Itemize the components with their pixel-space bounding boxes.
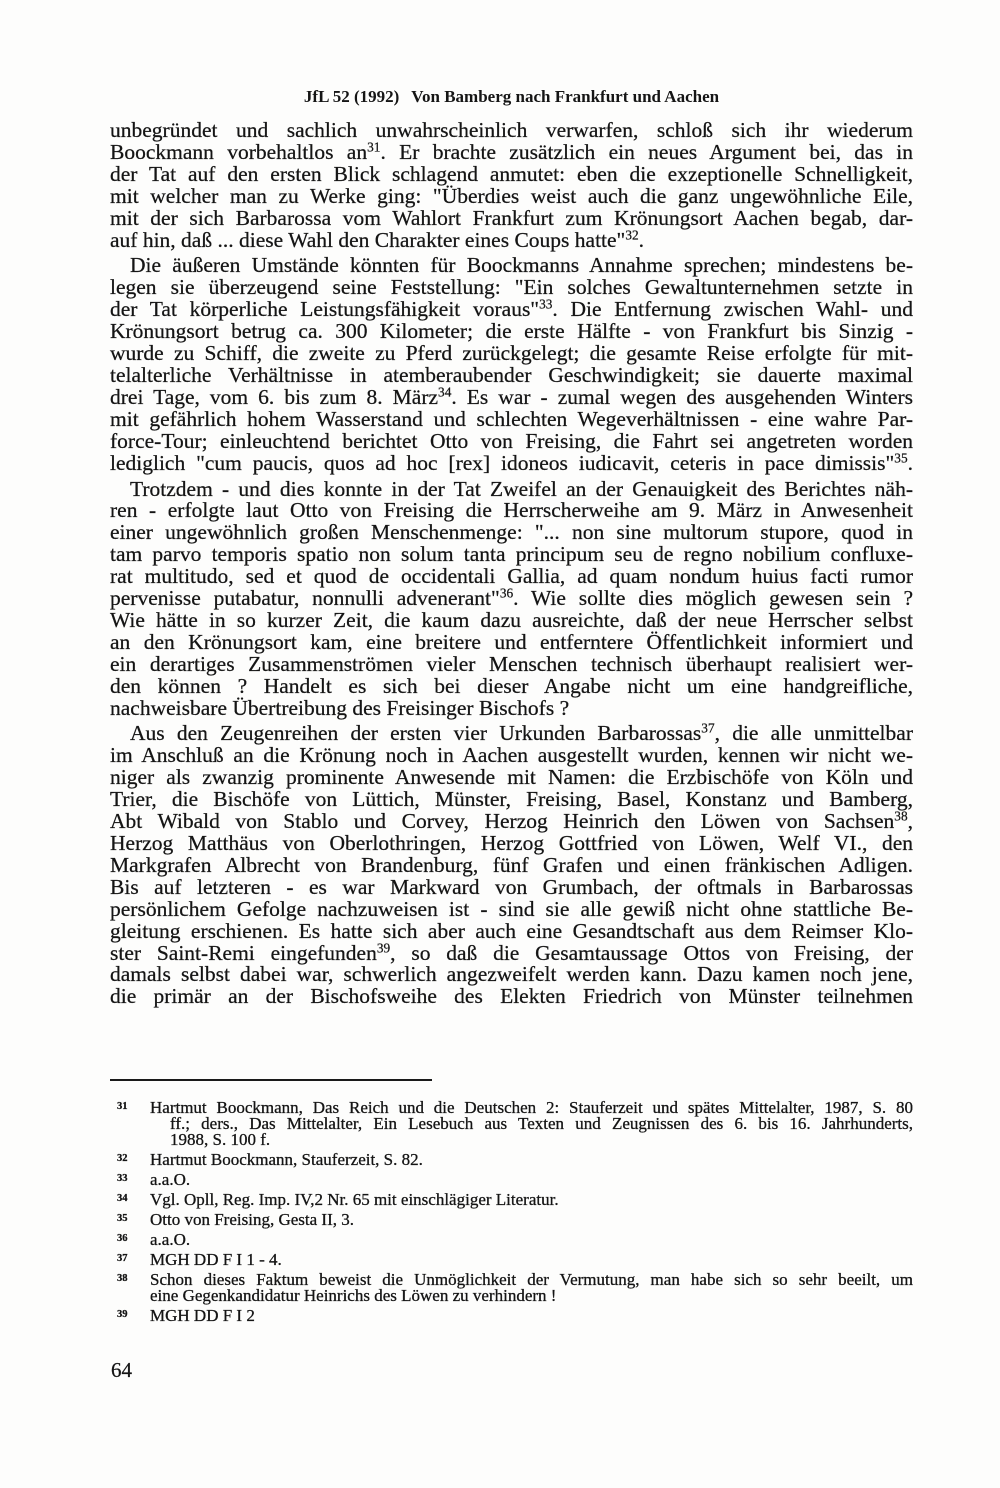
footnote-ref-34: 34 xyxy=(438,384,452,400)
text-line: gleitung erschienen. Es hatte sich aber auch eine Gesandtschaft aus dem Reimser Klo- xyxy=(110,918,913,943)
text-line: niger als zwanzig prominente Anwesende mit Namen: die Erzbischöfe von Köln und xyxy=(110,765,913,790)
footnote-text: Schon dieses Faktum beweist die Unmöglichkeit der Vermutung, man habe sich so sehr beeilt, um xyxy=(150,1270,913,1289)
text-line: telalterliche Verhältnisse in atemberaubender Geschwindigkeit; sie dauerte maximal xyxy=(110,362,913,387)
footnote-ref-33: 33 xyxy=(539,296,553,312)
text-line xyxy=(110,384,913,409)
text-line: nachweisbare Übertreibung des Freisinger Bischofs ? xyxy=(110,695,570,720)
footnote-number: 36 xyxy=(117,1233,128,1244)
footnote-36 xyxy=(110,1232,913,1248)
text-segment: , so daß die Gesamtaussage Ottos von Freising, der xyxy=(390,940,913,965)
text-line: Trier, die Bischöfe von Lüttich, Münster, Freising, Basel, Konstanz und Bamberg, xyxy=(110,787,913,812)
text-line: Krönungsort betrug ca. 300 Kilometer; die erste Hälfte - von Frankfurt bis Sinzig - xyxy=(110,319,913,344)
text-line: rat multitudo, sed et quod de occidentali Gallia, ad quam nondum huius facti rumor xyxy=(110,564,913,589)
text-line xyxy=(110,226,913,252)
text-segment: . Die Entfernung zwischen Wahl- und xyxy=(552,297,913,322)
footnote-35 xyxy=(110,1212,913,1228)
paragraph xyxy=(110,120,913,251)
footnote-text: eine Gegenkandidatur Heinrichs des Löwen zu verhindern ! xyxy=(150,1286,557,1305)
footnote-number: 35 xyxy=(117,1213,128,1224)
text-line xyxy=(110,939,913,965)
footnote-divider xyxy=(110,1079,432,1081)
text-line: den können ? Handelt es sich bei dieser Angabe nicht um eine handgreifliche, xyxy=(110,673,913,698)
footnote-33 xyxy=(110,1172,913,1188)
text-line: ein derartiges Zusammenströmen vieler Menschen technisch überhaupt realisiert wer- xyxy=(110,651,913,676)
footnote-ref-31: 31 xyxy=(367,139,381,155)
footnote-31 xyxy=(110,1100,913,1148)
footnote-ref-39: 39 xyxy=(376,939,391,955)
text-segment: Aus den Zeugenreihen der ersten vier Urkunden Barbarossas xyxy=(130,721,702,746)
text-segment: Abt Wibald von Stablo und Corvey, Herzog Heinrich den Löwen von Sachsen xyxy=(110,809,895,834)
text-line: Wie hätte in so kurzer Zeit, die kaum dazu ausreichte, daß der neue Herrscher selbst xyxy=(110,607,913,632)
footnote-34 xyxy=(110,1192,913,1208)
page-number: 64 xyxy=(111,1358,132,1382)
paragraph xyxy=(110,255,913,474)
paragraph xyxy=(110,720,913,1009)
text-segment: lediglich "cum paucis, quos ad hoc [rex] idoneos iudicavit, ceteris in pace dimissis" xyxy=(110,450,895,475)
paragraph xyxy=(110,476,914,720)
footnote-32 xyxy=(110,1152,913,1168)
text-line: legen sie überzeugend seine Feststellung: "Ein solches Gewaltunternehmen setzte in xyxy=(110,275,913,300)
text-line: tam parvo temporis spatio non solum tanta principum seu de regno nobilium confluxe- xyxy=(110,542,913,567)
text-line: mit der sich Barbarossa vom Wahlort Frankfurt zum Krönungsort Aachen begab, dar- xyxy=(110,205,913,230)
footnote-text: 1988, S. 100 f. xyxy=(170,1130,271,1149)
footnote-ref-32: 32 xyxy=(625,226,639,242)
footnote-text: MGH DD F I 1 - 4. xyxy=(150,1250,282,1269)
text-line: persönlichem Gefolge nachzuweisen ist - sind sie alle gewiß nicht ohne stattliche Be- xyxy=(110,896,913,921)
footnote-text: a.a.O. xyxy=(150,1170,191,1189)
footnote-text: Otto von Freising, Gesta II, 3. xyxy=(150,1210,354,1229)
text-segment: . xyxy=(907,450,913,475)
text-segment: , die alle unmittelbar xyxy=(714,721,913,746)
text-line: wurde zu Schiff, die zweite zu Pferd zurückgelegt; die gesamte Reise erfolgte für mit- xyxy=(110,341,913,366)
text-line: der Tat auf den ersten Blick schlagend anmutet: eben die exzeptionelle Schnelligkeit, xyxy=(110,161,913,186)
text-line xyxy=(110,808,913,834)
text-segment: . Er brachte zusätzlich ein neues Argument bei, das in xyxy=(380,139,913,164)
text-line: force-Tour; einleuchtend berichtet Otto von Freising, die Fahrt sei angetreten worden xyxy=(110,428,913,453)
footnote-text: Vgl. Opll, Reg. Imp. IV,2 Nr. 65 mit einschlägiger Literatur. xyxy=(150,1190,559,1209)
text-segment: . Es war - zumal wegen des ausgehenden Winters xyxy=(451,384,913,409)
text-line: unbegründet und sachlich unwahrscheinlich verwarfen, schloß sich ihr wiederum xyxy=(110,118,913,142)
text-segment: auf hin, daß ... diese Wahl den Charakter eines Coups hatte" xyxy=(110,227,626,252)
footnote-text: MGH DD F I 2 xyxy=(150,1306,255,1325)
footnote-38 xyxy=(110,1272,913,1304)
footnote-number: 37 xyxy=(117,1253,128,1264)
text-segment: drei Tage, vom 6. bis zum 8. März xyxy=(110,384,439,409)
text-line: mit welcher man zu Werke ging: "Überdies weist auch die ganz ungewöhnliche Eile, xyxy=(110,183,913,208)
text-line: an den Krönungsort kam, eine breitere und entferntere Öffentlichkeit informiert und xyxy=(110,629,913,654)
footnote-ref-38: 38 xyxy=(894,808,908,824)
text-segment: , xyxy=(907,809,913,834)
footnotes xyxy=(110,1100,913,1324)
text-line: Trotzdem - und dies konnte in der Tat Zweifel an der Genauigkeit des Berichtes näh- xyxy=(130,476,913,501)
text-line xyxy=(110,585,914,611)
text-line xyxy=(110,449,913,475)
footnote-39 xyxy=(110,1308,913,1324)
text-line: Herzog Matthäus von Oberlothringen, Herzog Gottfried von Löwen, Welf VI., den xyxy=(110,831,913,855)
footnote-ref-36: 36 xyxy=(499,585,514,601)
text-line: Markgrafen Albrecht von Brandenburg, fünf Grafen und einen fränkischen Adligen. xyxy=(110,852,913,877)
footnote-text: a.a.O. xyxy=(150,1230,191,1249)
text-line: einer ungewöhnlich großen Menschenmenge: "... non sine multorum stupore, quod in xyxy=(110,520,913,545)
text-line xyxy=(110,139,913,164)
footnote-number: 34 xyxy=(117,1193,128,1204)
footnote-ref-35: 35 xyxy=(894,449,908,465)
journal-citation: JfL 52 (1992) xyxy=(303,87,400,106)
text-line: im Anschluß an die Krönung noch in Aachen ausgestellt wurden, kennen wir nicht we- xyxy=(110,743,913,768)
footnote-text: ff.; ders., Das Mittelalter, Ein Lesebuch aus Texten und Zeugnissen des 6. bis 16. Jahrhunderts, xyxy=(170,1114,913,1133)
running-head xyxy=(110,86,913,108)
text-segment: der Tat körperliche Leistungsfähigkeit voraus" xyxy=(110,297,540,322)
text-line: Bis auf letzteren - es war Markward von Grumbach, der oftmals in Barbarossas xyxy=(110,874,913,899)
text-segment: . xyxy=(638,227,645,252)
footnote-number: 38 xyxy=(117,1273,128,1284)
text-line: die primär an der Bischofsweihe des Elekten Friedrich von Münster teilnehmen xyxy=(110,984,913,1009)
text-line: mit gefährlich hohem Wasserstand und schlechten Wegeverhältnissen - eine wahre Par- xyxy=(110,406,913,431)
footnote-number: 39 xyxy=(117,1309,128,1320)
text-segment: Boockmann vorbehaltlos an xyxy=(110,139,368,164)
footnote-ref-37: 37 xyxy=(701,720,715,736)
text-line: damals selbst dabei war, schwerlich angezweifelt werden kann. Dazu kamen noch jene, xyxy=(110,962,913,987)
text-line: ren - erfolgte laut Otto von Freising die Herrscherweihe am 9. März in Anwesenheit xyxy=(110,498,913,523)
text-line xyxy=(110,296,913,322)
text-segment: ster Saint-Remi eingefunden xyxy=(110,940,377,965)
footnote-number: 32 xyxy=(117,1153,128,1164)
footnote-number: 31 xyxy=(117,1101,128,1112)
footnote-text: Hartmut Boockmann, Stauferzeit, S. 82. xyxy=(150,1150,423,1169)
text-segment: pervenisse putabatur, nonnulli advenerant" xyxy=(110,586,500,611)
footnote-number: 33 xyxy=(117,1173,128,1184)
footnote-text: Hartmut Boockmann, Das Reich und die Deutschen 2: Stauferzeit und spätes Mittelalter, 1987, S. 80 xyxy=(150,1098,913,1117)
body-text xyxy=(110,120,913,1008)
text-line xyxy=(110,720,913,746)
text-line: Die äußeren Umstände könnten für Boockmanns Annahme sprechen; mindestens be- xyxy=(130,253,913,278)
text-segment: . Wie sollte dies möglich gewesen sein ? xyxy=(513,586,914,611)
article-title: Von Bamberg nach Frankfurt und Aachen xyxy=(411,87,720,106)
footnote-37 xyxy=(110,1252,913,1268)
